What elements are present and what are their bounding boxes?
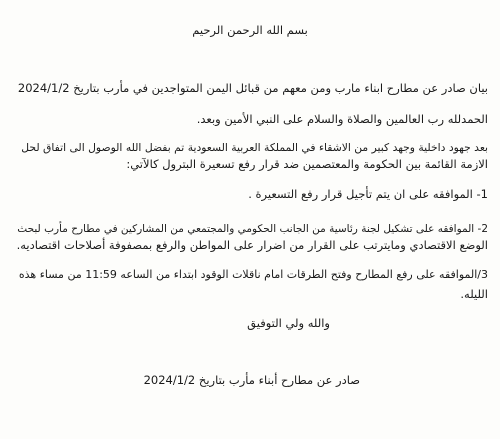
item-2-line-1: 2- الموافقه على تشكيل لجنة رئاسية من الجانب الحكومي والمجتمعي من المشاركين في مطارح مأرب لبحث — [17, 223, 488, 235]
item-3-line-1: 3/الموافقه على رفع المطارح وفتح الطرقات امام ناقلات الوقود ابتداء من الساعه 11:59 من مساء هذه — [18, 268, 488, 281]
signature-line: صادر عن مطارح أبناء مأرب بتاريخ 2024/1/2 — [143, 373, 360, 387]
praise-line: الحمدلله رب العالمين والصلاة والسلام على النبي الأمين وبعد. — [196, 112, 488, 126]
item-3-line-2: الليله. — [460, 287, 488, 301]
basmala: بسم الله الرحمن الرحيم — [192, 23, 308, 37]
intro-line-2: الازمة القائمة بين الحكومة والمعتصمين ضد قرار رفع تسعيرة البترول كالآتي: — [126, 157, 488, 171]
statement-header: بيان صادر عن مطارح ابناء مارب ومن معهم من قبائل اليمن المتواجدين في مأرب بتاريخ 2024/1/2 — [17, 81, 488, 95]
intro-line-1: بعد جهود داخلية وجهد كبير من الاشقاء في المملكة العربية السعودية تم بفضل الله الوصول الى اتفاق لحل — [21, 141, 488, 154]
item-2-line-2: الوضع الاقتصادي ومايترتب على القرار من اضرار على المواطن والرفع بمصفوفة أصلاحات اقتصاديه. — [16, 238, 488, 252]
item-1-line-1: 1- الموافقه على ان يتم تأجيل قرار رفع التسعيرة . — [248, 187, 488, 201]
closing-line: والله ولي التوفيق — [247, 316, 330, 330]
